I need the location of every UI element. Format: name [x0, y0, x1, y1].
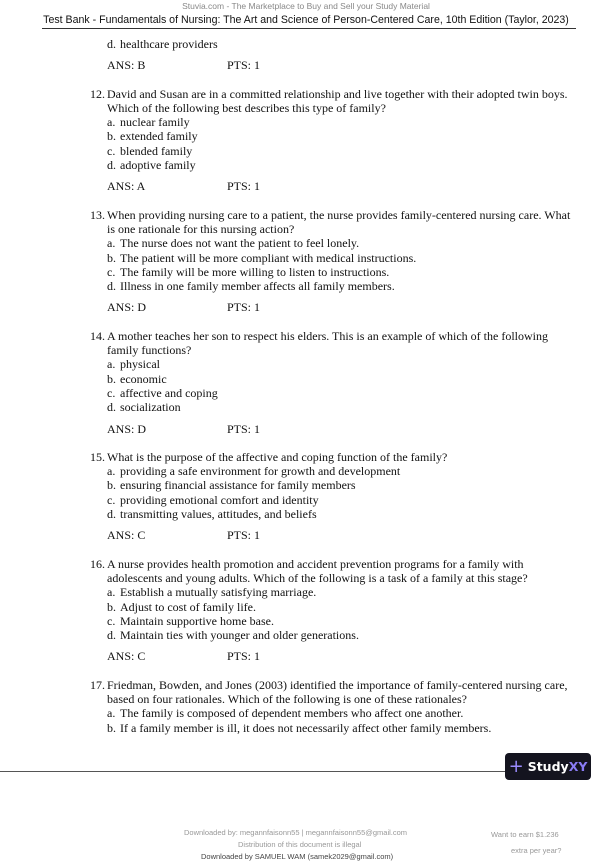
option-text: Illness in one family member affects all family members.: [120, 279, 395, 294]
question-stem: [0, 678, 612, 707]
question-15: [0, 450, 612, 543]
answer-line: [0, 528, 612, 542]
downloaded-by-2: Downloaded by SAMUEL WAM (samek2029@gmail.com): [201, 852, 394, 861]
option-text: Adjust to cost of family life.: [120, 599, 256, 614]
option-text: affective and coping: [120, 385, 218, 400]
question-14: [0, 329, 612, 436]
points: PTS: 1: [227, 179, 261, 194]
option-letter: d.: [107, 400, 116, 415]
option-letter: c.: [107, 613, 116, 628]
option: [0, 507, 612, 521]
option: [0, 158, 612, 172]
studyxy-logo[interactable]: [505, 753, 591, 780]
option: [0, 265, 612, 279]
answer: ANS: B: [107, 58, 146, 73]
option: [0, 251, 612, 265]
option-letter: c.: [107, 492, 116, 507]
option: [0, 129, 612, 143]
option-letter: d.: [107, 158, 116, 173]
option-text: providing a safe environment for growth and development: [120, 464, 401, 479]
points: PTS: 1: [227, 528, 261, 543]
option-text: adoptive family: [120, 158, 196, 173]
option: [0, 357, 612, 371]
answer: ANS: C: [107, 649, 146, 664]
option-letter: d.: [107, 37, 116, 51]
option: [0, 493, 612, 507]
option-text: Maintain supportive home base.: [120, 613, 274, 628]
question-stem: [0, 450, 612, 464]
option: [0, 600, 612, 614]
earn-line-2[interactable]: extra per year?: [511, 846, 562, 855]
option-letter: a.: [107, 464, 116, 479]
question-17: [0, 678, 612, 735]
option: [0, 706, 612, 720]
answer-line: [0, 649, 612, 663]
option-letter: b.: [107, 250, 116, 265]
question-stem: [0, 329, 612, 358]
option-text: Establish a mutually satisfying marriage.: [120, 585, 317, 600]
option-letter: c.: [107, 143, 116, 158]
option-text: transmitting values, attitudes, and beliefs: [120, 507, 317, 522]
option-letter: a.: [107, 706, 116, 721]
option: [0, 585, 612, 599]
watermark: Stuvia.com - The Marketplace to Buy and Sell your Study Material: [182, 1, 430, 11]
option: [0, 614, 612, 628]
option-text: economic: [120, 371, 167, 386]
option: [0, 721, 612, 735]
option-letter: b.: [107, 478, 116, 493]
points: PTS: 1: [227, 649, 261, 664]
question-stem: [0, 208, 612, 237]
option-text: The nurse does not want the patient to feel lonely.: [120, 236, 360, 251]
answer-line: [0, 58, 612, 72]
question-12: [0, 87, 612, 194]
logo-accent: XY: [568, 759, 588, 774]
header-divider: [42, 28, 576, 29]
option-letter: a.: [107, 115, 116, 130]
answer: ANS: C: [107, 528, 146, 543]
option: [0, 115, 612, 129]
document-header: Test Bank - Fundamentals of Nursing: The Art and Science of Person-Centered Care, 10th Edition (Taylor, 2023): [43, 14, 569, 26]
option: [0, 372, 612, 386]
option-text: The family is composed of dependent members who affect one another.: [120, 706, 464, 721]
option: [0, 386, 612, 400]
option-letter: d.: [107, 279, 116, 294]
question-list: [0, 37, 612, 735]
question-text: Friedman, Bowden, and Jones (2003) identified the importance of family-centered nursing care, based on four rationales. Which of the following is one of these rationales?: [107, 677, 568, 706]
option-letter: b.: [107, 129, 116, 144]
answer: ANS: D: [107, 421, 147, 436]
option-letter: c.: [107, 385, 116, 400]
answer: ANS: A: [107, 179, 146, 194]
plus-icon: +: [508, 756, 524, 777]
question-number: 14.: [90, 328, 105, 343]
option: [0, 400, 612, 414]
questions: [0, 87, 612, 735]
option-text: healthcare providers: [120, 37, 218, 51]
logo-text: Study: [527, 759, 569, 774]
question-number: 15.: [90, 449, 105, 464]
question-16: [0, 557, 612, 664]
option: [0, 628, 612, 642]
option-text: providing emotional comfort and identity: [120, 492, 319, 507]
option-letter: a.: [107, 585, 116, 600]
question-stem: [0, 87, 612, 116]
option: [0, 279, 612, 293]
option: [0, 236, 612, 250]
footer-divider: [0, 771, 508, 772]
question-number: 12.: [90, 86, 105, 101]
option: [0, 144, 612, 158]
option-text: extended family: [120, 129, 198, 144]
option-letter: c.: [107, 264, 116, 279]
question-text: A mother teaches her son to respect his elders. This is an example of which of the following family functions?: [107, 328, 548, 358]
points: PTS: 1: [227, 421, 261, 436]
answer-line: [0, 422, 612, 436]
answer: ANS: D: [107, 300, 147, 315]
downloaded-by: Downloaded by: megannfaisonn55 | megannfaisonn55@gmail.com: [184, 828, 408, 837]
points: PTS: 1: [227, 58, 261, 73]
answer-line: [0, 179, 612, 193]
points: PTS: 1: [227, 300, 261, 315]
question-13: [0, 208, 612, 315]
option-letter: d.: [107, 507, 116, 522]
question-text: What is the purpose of the affective and coping function of the family?: [107, 449, 448, 464]
option-text: The patient will be more compliant with medical instructions.: [120, 250, 417, 265]
question-text: When providing nursing care to a patient, the nurse provides family-centered nursing care. What is one rationale for this nursing action?: [107, 207, 571, 236]
answer-line: [0, 300, 612, 314]
option: [0, 37, 612, 51]
option-letter: a.: [107, 357, 116, 372]
question-text: David and Susan are in a committed relationship and live together with their adopted twin boys. Which of the following best describes this type of family?: [107, 86, 568, 115]
distribution-notice: Distribution of this document is illegal: [238, 840, 362, 849]
question-number: 13.: [90, 207, 105, 222]
question-number: 17.: [90, 677, 105, 692]
question-number: 16.: [90, 556, 105, 571]
option: [0, 464, 612, 478]
earn-line-1[interactable]: Want to earn $1.236: [491, 830, 559, 839]
option-text: physical: [120, 357, 160, 372]
option-letter: d.: [107, 628, 116, 643]
option-text: The family will be more willing to listen to instructions.: [120, 264, 390, 279]
option-letter: b.: [107, 371, 116, 386]
question-text: A nurse provides health promotion and accident prevention programs for a family with adolescents and young adults. Which of the following is a task of a family at this stage?: [107, 556, 528, 585]
option-text: ensuring financial assistance for family members: [120, 478, 356, 493]
option-text: If a family member is ill, it does not necessarily affect other family members.: [120, 720, 492, 735]
option-letter: b.: [107, 599, 116, 614]
option-letter: b.: [107, 720, 116, 735]
option-text: Maintain ties with younger and older generations.: [120, 628, 359, 643]
option-text: nuclear family: [120, 115, 190, 130]
option-letter: a.: [107, 236, 116, 251]
question-stem: [0, 557, 612, 586]
option-text: socialization: [120, 400, 181, 415]
option: [0, 478, 612, 492]
option-text: blended family: [120, 143, 193, 158]
